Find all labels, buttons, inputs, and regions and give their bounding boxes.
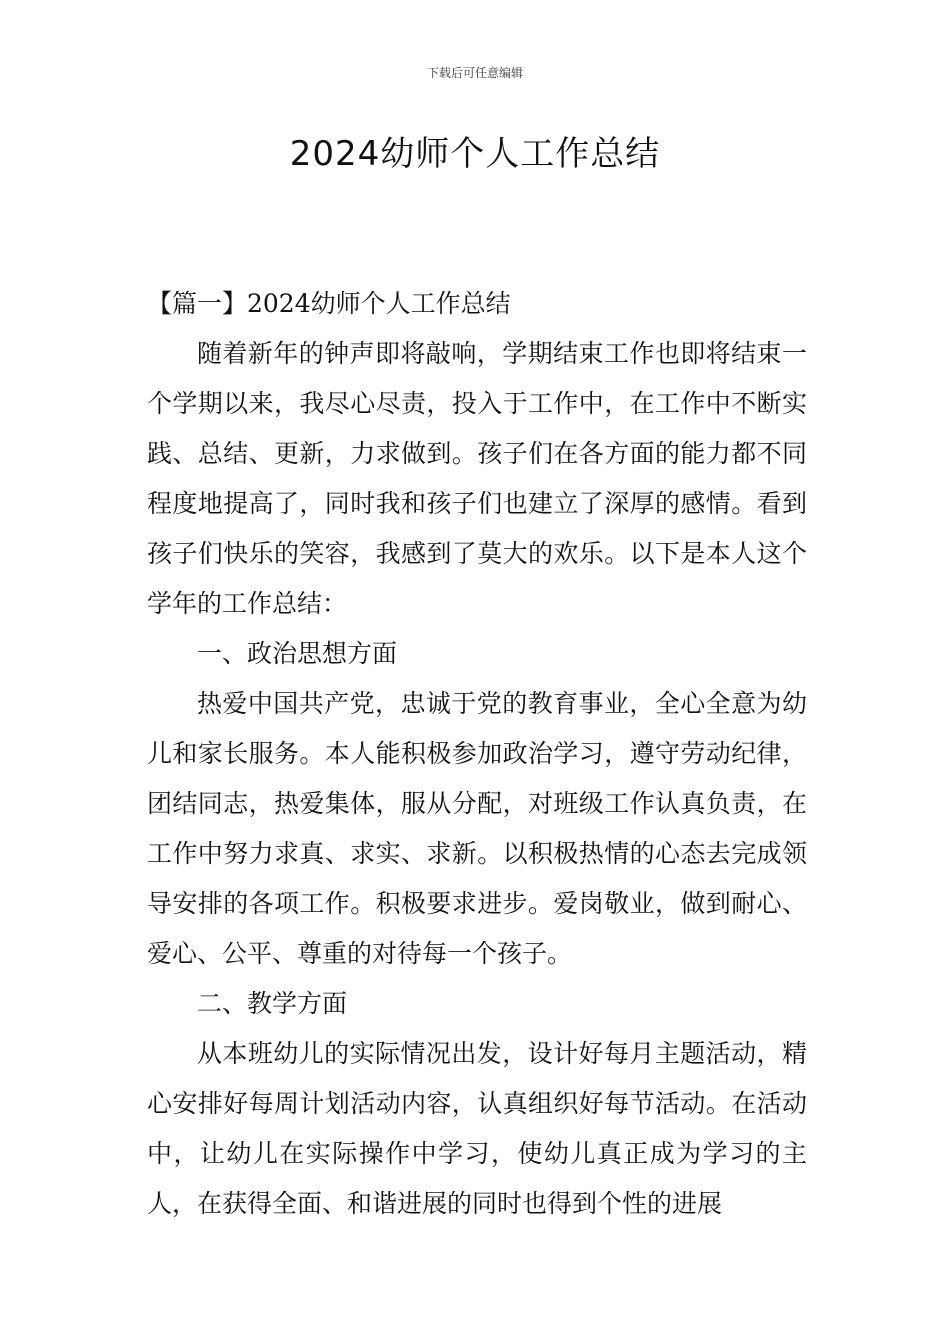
teaching-heading: 二、教学方面 — [197, 989, 348, 1018]
political-heading: 一、政治思想方面 — [197, 639, 398, 668]
intro-paragraph: 随着新年的钟声即将敲响，学期结束工作也即将结束一个学期以来，我尽心尽责，投入于工作中，在工作中不断实践、总结、更新，力求做到。孩子们在各方面的能力都不同程度地提高了，同时我和孩子们也建立了深厚的感情。看到孩子们快乐的笑容，我感到了莫大的欢乐。以下是本人这个学年的工作总结： — [147, 339, 807, 618]
teaching-paragraph: 从本班幼儿的实际情况出发，设计好每月主题活动，精心安排好每周计划活动内容，认真组织好每节活动。在活动中，让幼儿在实际操作中学习，使幼儿真正成为学习的主人，在获得全面、和谐进展的同时也得到个性的进展 — [147, 1039, 807, 1218]
political-paragraph: 热爱中国共产党，忠诚于党的教育事业，全心全意为幼儿和家长服务。本人能积极参加政治学习，遵守劳动纪律，团结同志，热爱集体，服从分配，对班级工作认真负责，在工作中努力求真、求实、求新。以积极热情的心态去完成领导安排的各项工作。积极要求进步。爱岗敬业，做到耐心、爱心、公平、尊重的对待每一个孩子。 — [147, 689, 807, 968]
document-title: 2024幼师个人工作总结 — [289, 134, 661, 174]
header-note: 下载后可任意编辑 — [426, 66, 523, 80]
document-body — [147, 279, 807, 1229]
section-heading: 【篇一】2024幼师个人工作总结 — [147, 289, 511, 318]
